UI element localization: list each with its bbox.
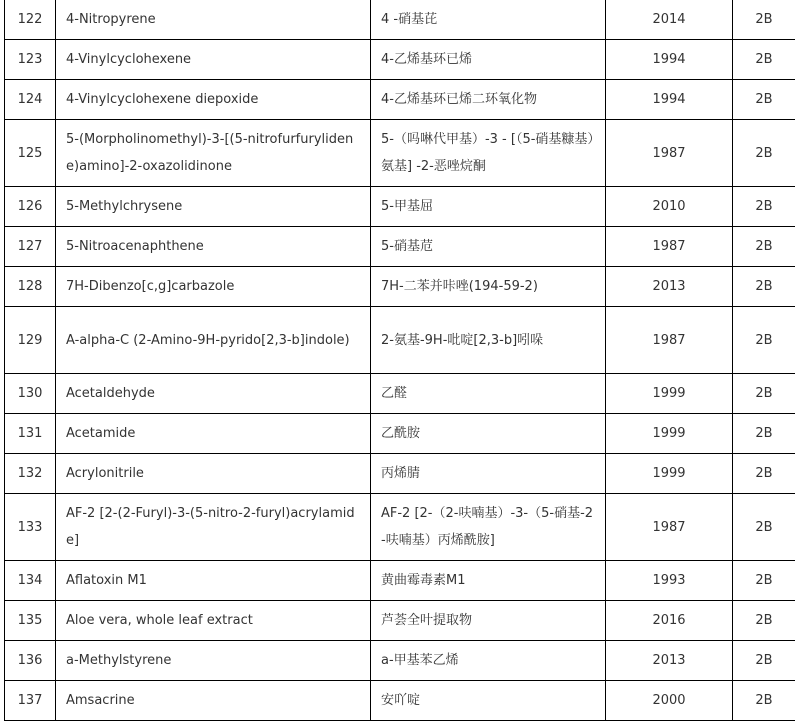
iarc-group: 2B bbox=[733, 374, 795, 414]
row-number: 135 bbox=[5, 601, 56, 641]
agent-name-cn: 安吖啶 bbox=[371, 681, 606, 721]
carcinogen-table-container bbox=[4, 0, 795, 721]
agent-name-en: Amsacrine bbox=[56, 681, 371, 721]
table-row bbox=[5, 267, 795, 307]
agent-name-en: 5-Methylchrysene bbox=[56, 187, 371, 227]
agent-name-en: 5-Nitroacenaphthene bbox=[56, 227, 371, 267]
iarc-group: 2B bbox=[733, 80, 795, 120]
agent-name-cn: 芦荟全叶提取物 bbox=[371, 601, 606, 641]
iarc-group: 2B bbox=[733, 227, 795, 267]
row-number: 130 bbox=[5, 374, 56, 414]
table-row bbox=[5, 120, 795, 187]
iarc-group: 2B bbox=[733, 601, 795, 641]
agent-name-cn: 乙醛 bbox=[371, 374, 606, 414]
evaluation-year: 1994 bbox=[606, 80, 733, 120]
agent-name-cn: 丙烯腈 bbox=[371, 454, 606, 494]
table-row bbox=[5, 414, 795, 454]
agent-name-cn: 4-乙烯基环已烯二环氧化物 bbox=[371, 80, 606, 120]
iarc-group: 2B bbox=[733, 561, 795, 601]
row-number: 137 bbox=[5, 681, 56, 721]
row-number: 127 bbox=[5, 227, 56, 267]
evaluation-year: 1999 bbox=[606, 374, 733, 414]
table-row bbox=[5, 0, 795, 40]
agent-name-cn: 乙酰胺 bbox=[371, 414, 606, 454]
iarc-group: 2B bbox=[733, 307, 795, 374]
agent-name-cn: 4 -硝基芘 bbox=[371, 0, 606, 40]
table-body bbox=[5, 0, 795, 721]
row-number: 122 bbox=[5, 0, 56, 40]
table-row bbox=[5, 187, 795, 227]
iarc-group: 2B bbox=[733, 454, 795, 494]
evaluation-year: 2000 bbox=[606, 681, 733, 721]
table-row bbox=[5, 561, 795, 601]
row-number: 131 bbox=[5, 414, 56, 454]
row-number: 129 bbox=[5, 307, 56, 374]
agent-name-cn: 5-（吗啉代甲基）-3 - [（5-硝基糠基）氨基] -2-恶唑烷酮 bbox=[371, 120, 606, 187]
agent-name-cn: 黄曲霉毒素M1 bbox=[371, 561, 606, 601]
table-row bbox=[5, 641, 795, 681]
agent-name-en: 4-Vinylcyclohexene diepoxide bbox=[56, 80, 371, 120]
row-number: 133 bbox=[5, 494, 56, 561]
table-row bbox=[5, 601, 795, 641]
agent-name-cn: 2-氨基-9H-吡啶[2,3-b]吲哚 bbox=[371, 307, 606, 374]
evaluation-year: 1994 bbox=[606, 40, 733, 80]
iarc-group: 2B bbox=[733, 0, 795, 40]
evaluation-year: 1987 bbox=[606, 307, 733, 374]
evaluation-year: 1987 bbox=[606, 227, 733, 267]
agent-name-cn: 5-硝基苊 bbox=[371, 227, 606, 267]
evaluation-year: 2013 bbox=[606, 267, 733, 307]
evaluation-year: 1999 bbox=[606, 454, 733, 494]
table-row bbox=[5, 227, 795, 267]
iarc-group: 2B bbox=[733, 681, 795, 721]
agent-name-en: Aflatoxin M1 bbox=[56, 561, 371, 601]
agent-name-en: 7H-Dibenzo[c,g]carbazole bbox=[56, 267, 371, 307]
agent-name-en: Aloe vera, whole leaf extract bbox=[56, 601, 371, 641]
agent-name-cn: AF-2 [2-（2-呋喃基）-3-（5-硝基-2-呋喃基）丙烯酰胺] bbox=[371, 494, 606, 561]
carcinogen-table bbox=[4, 0, 795, 721]
iarc-group: 2B bbox=[733, 267, 795, 307]
row-number: 134 bbox=[5, 561, 56, 601]
row-number: 125 bbox=[5, 120, 56, 187]
iarc-group: 2B bbox=[733, 641, 795, 681]
evaluation-year: 1987 bbox=[606, 494, 733, 561]
table-row bbox=[5, 374, 795, 414]
evaluation-year: 2010 bbox=[606, 187, 733, 227]
agent-name-cn: 7H-二苯并咔唑(194-59-2) bbox=[371, 267, 606, 307]
row-number: 126 bbox=[5, 187, 56, 227]
iarc-group: 2B bbox=[733, 40, 795, 80]
table-row bbox=[5, 454, 795, 494]
table-row bbox=[5, 494, 795, 561]
iarc-group: 2B bbox=[733, 120, 795, 187]
agent-name-en: Acetamide bbox=[56, 414, 371, 454]
agent-name-cn: a-甲基苯乙烯 bbox=[371, 641, 606, 681]
agent-name-en: 4-Vinylcyclohexene bbox=[56, 40, 371, 80]
iarc-group: 2B bbox=[733, 187, 795, 227]
row-number: 128 bbox=[5, 267, 56, 307]
row-number: 132 bbox=[5, 454, 56, 494]
table-row bbox=[5, 80, 795, 120]
agent-name-en: 4-Nitropyrene bbox=[56, 0, 371, 40]
row-number: 123 bbox=[5, 40, 56, 80]
agent-name-cn: 5-甲基屈 bbox=[371, 187, 606, 227]
iarc-group: 2B bbox=[733, 414, 795, 454]
agent-name-en: A-alpha-C (2-Amino-9H-pyrido[2,3-b]indole) bbox=[56, 307, 371, 374]
evaluation-year: 2014 bbox=[606, 0, 733, 40]
agent-name-en: Acetaldehyde bbox=[56, 374, 371, 414]
evaluation-year: 2013 bbox=[606, 641, 733, 681]
agent-name-en: AF-2 [2-(2-Furyl)-3-(5-nitro-2-furyl)acrylamide] bbox=[56, 494, 371, 561]
agent-name-en: a-Methylstyrene bbox=[56, 641, 371, 681]
evaluation-year: 2016 bbox=[606, 601, 733, 641]
table-row bbox=[5, 681, 795, 721]
row-number: 136 bbox=[5, 641, 56, 681]
agent-name-en: Acrylonitrile bbox=[56, 454, 371, 494]
agent-name-en: 5-(Morpholinomethyl)-3-[(5-nitrofurfurylidene)amino]-2-oxazolidinone bbox=[56, 120, 371, 187]
table-row bbox=[5, 307, 795, 374]
agent-name-cn: 4-乙烯基环已烯 bbox=[371, 40, 606, 80]
iarc-group: 2B bbox=[733, 494, 795, 561]
table-row bbox=[5, 40, 795, 80]
evaluation-year: 1993 bbox=[606, 561, 733, 601]
evaluation-year: 1987 bbox=[606, 120, 733, 187]
evaluation-year: 1999 bbox=[606, 414, 733, 454]
row-number: 124 bbox=[5, 80, 56, 120]
